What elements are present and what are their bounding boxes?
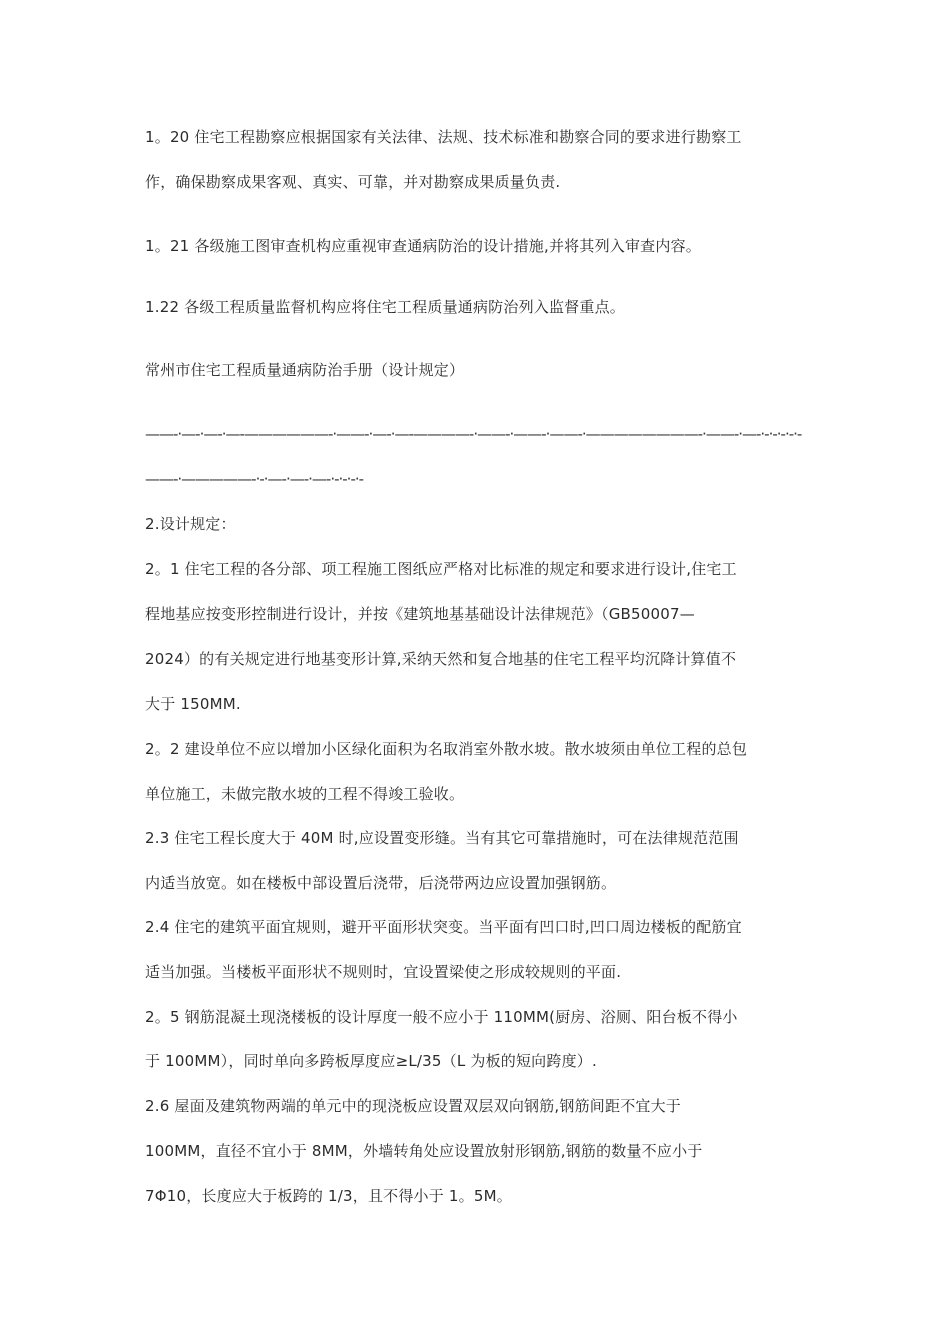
paragraph-line: 2。1 住宅工程的各分部、项工程施工图纸应严格对比标准的规定和要求进行设计,住宅工 bbox=[145, 560, 737, 578]
paragraph-line: 作，确保勘察成果客观、真实、可靠，并对勘察成果质量负责. bbox=[145, 173, 561, 191]
separator-line: ——-·—————-·-·—-·—-·—-·-·-·-·- bbox=[145, 470, 364, 488]
paragraph-line: 2.3 住宅工程长度大于 40M 时,应设置变形缝。当有其它可靠措施时，可在法律规范范围 bbox=[145, 829, 739, 847]
paragraph-line: 2。5 钢筋混凝土现浇楼板的设计厚度一般不应小于 110MM(厨房、浴厕、阳台板不得小 bbox=[145, 1008, 738, 1026]
paragraph-line: 适当加强。当楼板平面形状不规则时，宜设置梁使之形成较规则的平面. bbox=[145, 963, 622, 981]
paragraph-line: 于 100MM），同时单向多跨板厚度应≥L/35（L 为板的短向跨度）. bbox=[145, 1052, 597, 1070]
paragraph-line: 2.4 住宅的建筑平面宜规则，避开平面形状突变。当平面有凹口时,凹口周边楼板的配筋宜 bbox=[145, 918, 742, 936]
paragraph-line: 100MM，直径不宜小于 8MM，外墙转角处应设置放射形钢筋,钢筋的数量不应小于 bbox=[145, 1142, 703, 1160]
paragraph-line: 2024）的有关规定进行地基变形计算,采纳天然和复合地基的住宅工程平均沉降计算值不 bbox=[145, 650, 737, 668]
paragraph-line: 内适当放宽。如在楼板中部设置后浇带，后浇带两边应设置加强钢筋。 bbox=[145, 874, 617, 892]
paragraph-line: 7Φ10，长度应大于板跨的 1/3，且不得小于 1。5M。 bbox=[145, 1187, 512, 1205]
section-heading: 2.设计规定： bbox=[145, 515, 236, 533]
separator-line: ——-·—-·—-·—-——————-·——-·—-·—-————-·——-·——-·——-·————————-·——-·—-·-·-·-·-·- bbox=[145, 425, 802, 443]
section-title: 常州市住宅工程质量通病防治手册（设计规定） bbox=[145, 361, 465, 379]
paragraph-line: 1。20 住宅工程勘察应根据国家有关法律、法规、技术标准和勘察合同的要求进行勘察工 bbox=[145, 128, 742, 146]
paragraph-line: 2。2 建设单位不应以增加小区绿化面积为名取消室外散水坡。散水坡须由单位工程的总包 bbox=[145, 740, 748, 758]
paragraph-line: 大于 150MM. bbox=[145, 695, 241, 713]
paragraph-line: 2.6 屋面及建筑物两端的单元中的现浇板应设置双层双向钢筋,钢筋间距不宜大于 bbox=[145, 1097, 681, 1115]
paragraph-line: 单位施工，未做完散水坡的工程不得竣工验收。 bbox=[145, 785, 465, 803]
paragraph-line: 1。21 各级施工图审查机构应重视审查通病防治的设计措施,并将其列入审查内容。 bbox=[145, 237, 701, 255]
paragraph-line: 1.22 各级工程质量监督机构应将住宅工程质量通病防治列入监督重点。 bbox=[145, 298, 625, 316]
paragraph-line: 程地基应按变形控制进行设计，并按《建筑地基基础设计法律规范》（GB50007— bbox=[145, 605, 695, 623]
